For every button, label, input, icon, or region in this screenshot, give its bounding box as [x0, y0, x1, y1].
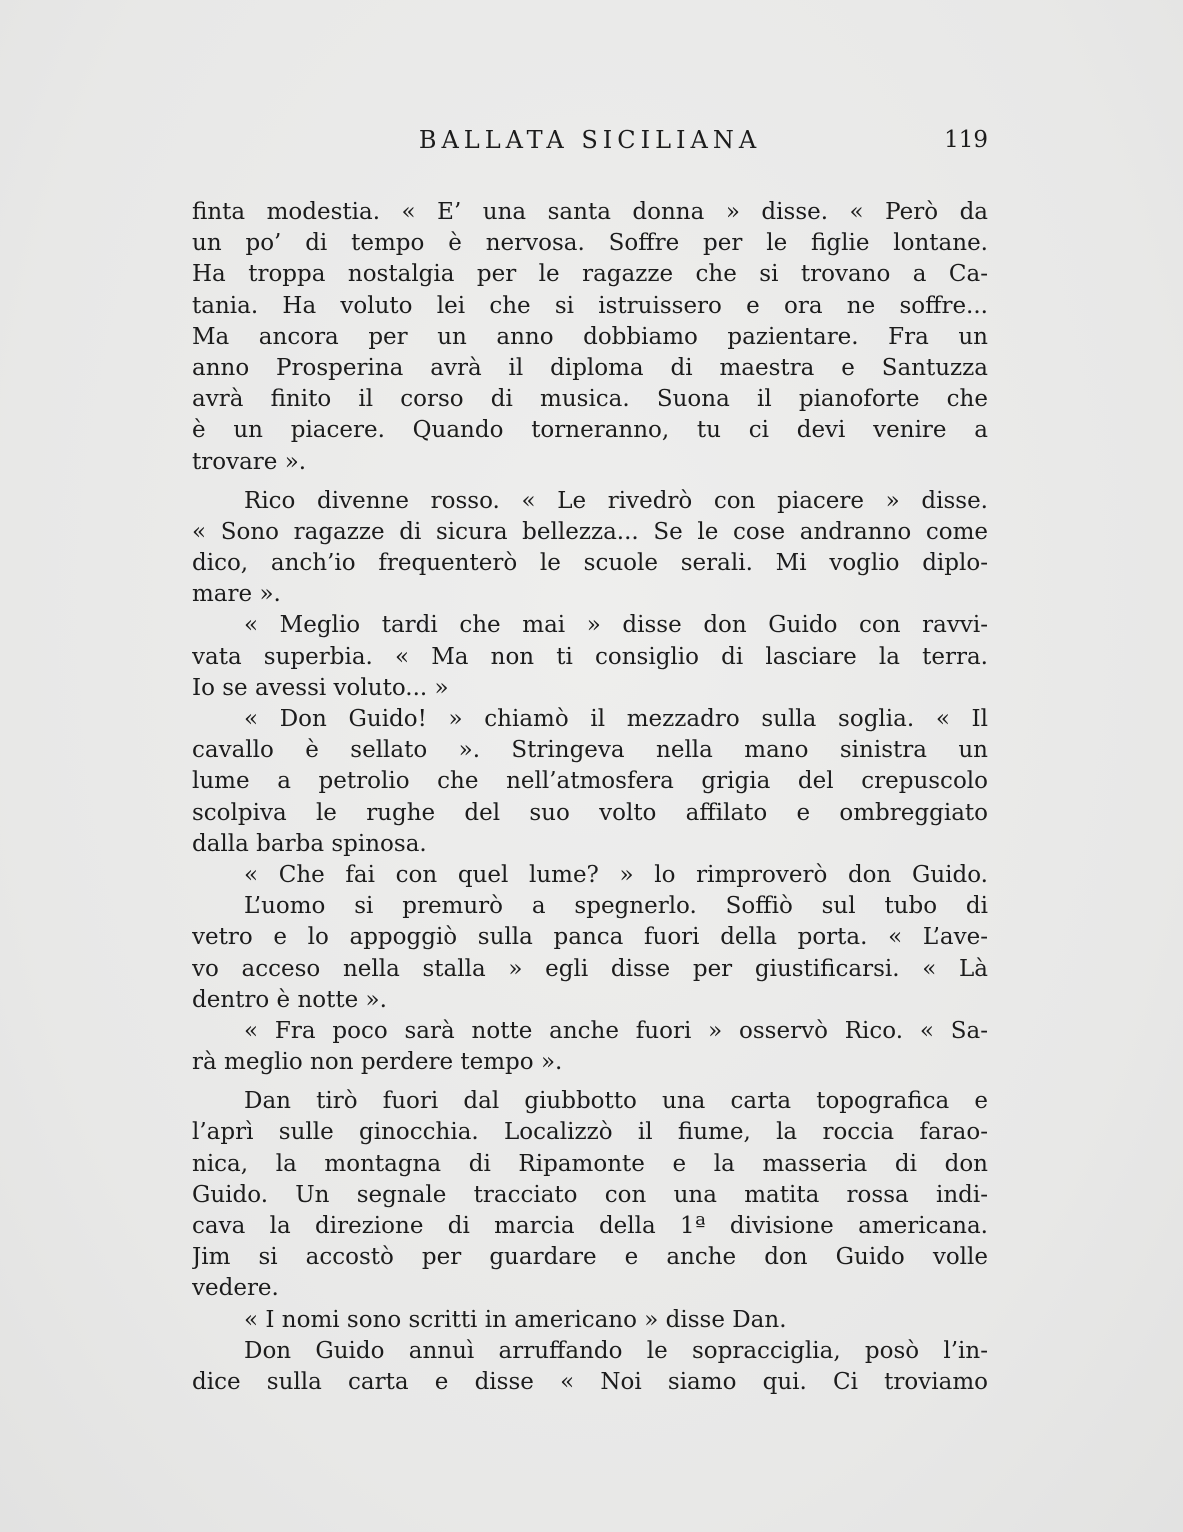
running-title: BALLATA SICILIANA	[418, 126, 762, 154]
paragraph-gap	[192, 478, 988, 486]
paragraph-gap	[192, 1078, 988, 1086]
text-line: dentro è notte ».	[192, 986, 387, 1013]
text-line: avrà finito il corso di musica. Suona il pianoforte che	[192, 386, 988, 413]
text-line: un po’ di tempo è nervosa. Soffre per le figlie lontane.	[192, 230, 988, 257]
text-line: cavallo è sellato ». Stringeva nella mano sinistra un	[192, 737, 988, 764]
text-line: Jim si accostò per guardare e anche don Guido volle	[192, 1244, 988, 1271]
text-line: Ma ancora per un anno dobbiamo pazientare. Fra un	[192, 323, 988, 350]
text-line: dice sulla carta e disse « Noi siamo qui. Ci troviamo	[192, 1368, 988, 1395]
text-line: « Don Guido! » chiamò il mezzadro sulla soglia. « Il	[244, 706, 988, 732]
text-line: finta modestia. « E’ una santa donna » disse. « Però da	[192, 199, 988, 225]
text-line: Rico divenne rosso. « Le rivedrò con piacere » disse.	[244, 487, 988, 514]
text-line: nica, la montagna di Ripamonte e la masseria di don	[192, 1150, 988, 1177]
text-line: vata superbia. « Ma non ti consiglio di lasciare la terra.	[192, 643, 988, 670]
text-line: anno Prosperina avrà il diploma di maestra e Santuzza	[192, 354, 988, 381]
running-head	[192, 124, 988, 156]
text-line: l’aprì sulle ginocchia. Localizzò il fiume, la roccia farao-	[192, 1119, 988, 1146]
text-line: « Sono ragazze di sicura bellezza... Se le cose andranno come	[192, 518, 988, 545]
text-line: rà meglio non perdere tempo ».	[192, 1049, 563, 1076]
text-line: « Fra poco sarà notte anche fuori » osservò Rico. « Sa-	[244, 1017, 988, 1044]
text-line: trovare ».	[192, 448, 307, 475]
text-line: mare ».	[192, 581, 281, 608]
text-line: « I nomi sono scritti in americano » disse Dan.	[244, 1306, 787, 1333]
text-line: lume a petrolio che nell’atmosfera grigia del crepuscolo	[192, 768, 988, 795]
text-line: Guido. Un segnale tracciato con una matita rossa indi-	[192, 1181, 988, 1208]
text-line: L’uomo si premurò a spegnerlo. Soffiò sul tubo di	[244, 893, 988, 920]
text-line: « Meglio tardi che mai » disse don Guido con ravvi-	[244, 612, 988, 639]
text-line: Io se avessi voluto... »	[192, 674, 449, 701]
page-number: 119	[944, 127, 988, 153]
text-line: dico, anch’io frequenterò le scuole serali. Mi voglio diplo-	[192, 550, 988, 577]
text-line: vedere.	[192, 1275, 279, 1302]
text-line: Ha troppa nostalgia per le ragazze che si trovano a Ca-	[192, 261, 988, 288]
text-line: vo acceso nella stalla » egli disse per giustificarsi. « Là	[192, 955, 988, 982]
text-line: tania. Ha voluto lei che si istruissero e ora ne soffre...	[192, 292, 988, 319]
text-line: vetro e lo appoggiò sulla panca fuori della porta. « L’ave-	[192, 924, 988, 951]
text-line: scolpiva le rughe del suo volto affilato e ombreggiato	[192, 799, 988, 826]
text-line: Don Guido annuì arruffando le sopracciglia, posò l’in-	[244, 1337, 988, 1364]
text-line: Dan tirò fuori dal giubbotto una carta topografica e	[244, 1088, 988, 1115]
text-line: dalla barba spinosa.	[192, 830, 427, 857]
text-line: cava la direzione di marcia della 1ª divisione americana.	[192, 1213, 988, 1239]
text-line: « Che fai con quel lume? » lo rimproverò don Guido.	[244, 861, 988, 888]
text-line: è un piacere. Quando torneranno, tu ci devi venire a	[192, 417, 988, 444]
body-text	[192, 197, 988, 1398]
